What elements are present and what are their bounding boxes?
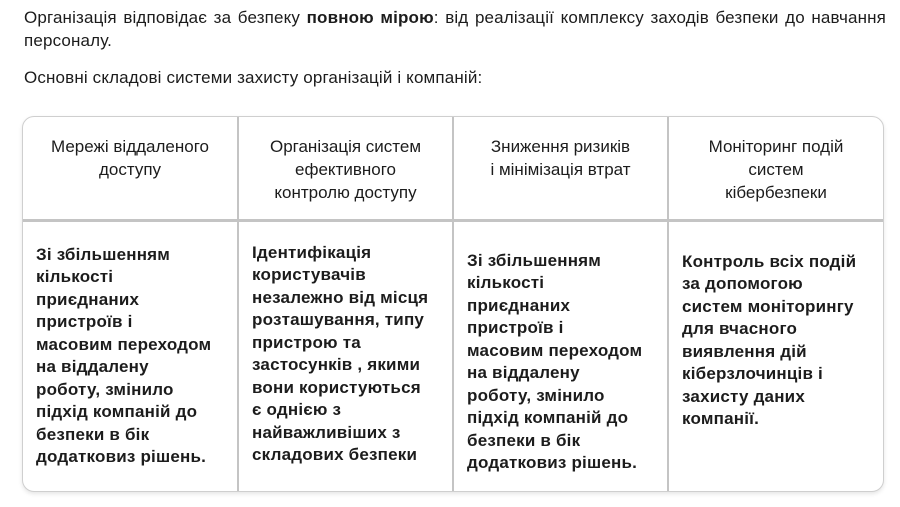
- header-label: Організація систем ефективного контролю доступу: [269, 137, 422, 202]
- intro-paragraph: [24, 6, 886, 52]
- cell-text: Ідентифікація користувачів незалежно від місця розташування, типу пристрою та застосунків , якими вони користуються є однією з найважливіших з складових безпеки: [252, 242, 429, 464]
- cell-text: Контроль всіх подій за допомогою систем моніторингу для вчасного виявлення дій кіберзлочинців і захисту даних компанії.: [682, 251, 857, 428]
- header-label: Моніторинг подій систем кібербезпеки: [708, 137, 844, 202]
- cell-text: Зі збільшенням кількості приєднаних пристроїв і масовим переходом на віддалену роботу, змінило підхід компаній до безпеки в бік додатковиз рішень.: [36, 244, 212, 466]
- header-cell-risk-reduction: [453, 117, 668, 220]
- header-cell-monitoring: [668, 117, 883, 220]
- body-cell-remote-access: [23, 220, 238, 491]
- body-cell-monitoring: [668, 220, 883, 491]
- header-label: Зниження ризиків і мінімізація втрат: [490, 137, 631, 179]
- intro-emphasis: повною мірою: [306, 8, 434, 27]
- body-cell-risk-reduction: [453, 220, 668, 491]
- header-cell-access-control: [238, 117, 453, 220]
- components-grid: [23, 117, 883, 491]
- table-row: [23, 220, 883, 491]
- cell-text: Зі збільшенням кількості приєднаних пристроїв і масовим переходом на віддалену роботу, змінило підхід компаній до безпеки в бік додатковиз рішень.: [467, 250, 643, 472]
- header-cell-remote-access: [23, 117, 238, 220]
- intro-text-start: Організація відповідає за безпеку: [24, 8, 307, 27]
- table-header: [23, 117, 883, 220]
- table-body: [23, 220, 883, 491]
- header-row: [23, 117, 883, 220]
- intro-text-end: : від реалізації комплексу заходів безпеки до навчання персоналу.: [24, 8, 886, 50]
- body-cell-access-control: [238, 220, 453, 491]
- section-subtitle: Основні складові системи захисту організацій і компаній:: [24, 68, 483, 87]
- components-table: [22, 116, 884, 492]
- header-label: Мережі віддаленого доступу: [51, 137, 209, 179]
